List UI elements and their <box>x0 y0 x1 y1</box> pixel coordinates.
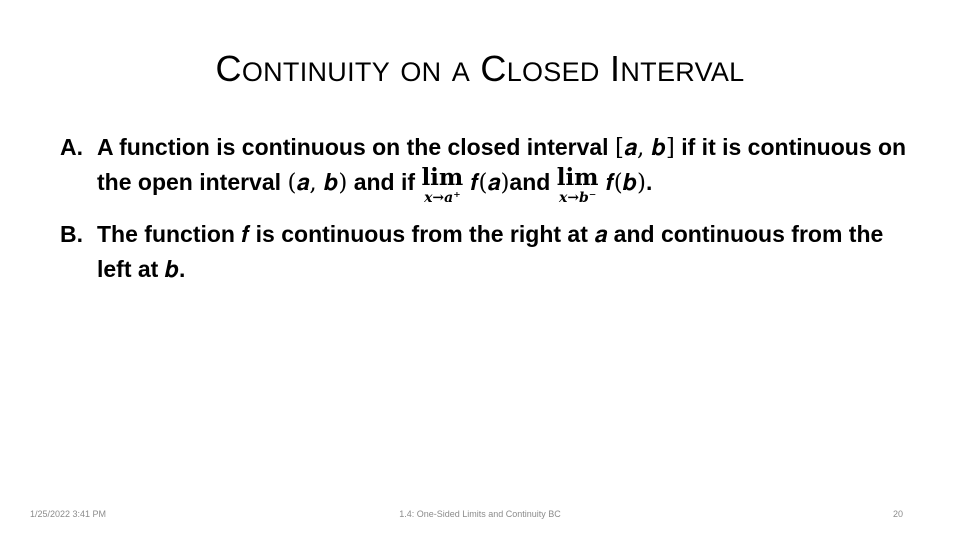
title-part: ON <box>400 57 442 87</box>
math-expression: 𝒇(𝒃) <box>598 170 646 196</box>
title-part: ONTINUITY <box>241 57 391 87</box>
title-part: A <box>451 57 471 87</box>
text-run: and <box>509 169 557 195</box>
limit-word: lim <box>421 164 464 191</box>
list-item <box>60 217 910 287</box>
text-run: A function is continuous on the closed interval <box>97 134 615 160</box>
math-variable: 𝒃 <box>164 257 180 283</box>
text-run: and if <box>347 169 422 195</box>
text-run: is continuous from the right at <box>249 221 595 247</box>
title-part: C <box>215 48 242 89</box>
math-expression: 𝒇(𝒂) <box>463 170 510 196</box>
limit-word: lim <box>556 164 599 191</box>
text-run: . <box>645 169 653 195</box>
math-variable: 𝒂 <box>594 222 608 248</box>
title-part: NTERVAL <box>620 57 745 87</box>
math-variable: 𝒇 <box>241 222 250 248</box>
footer-title: 1.4: One-Sided Limits and Continuity BC <box>399 509 561 519</box>
limit-subscript: 𝒙→𝒂⁺ <box>424 190 461 206</box>
list-marker: A. <box>60 134 83 160</box>
text-run: The function <box>97 221 242 247</box>
limit-expression <box>557 165 599 205</box>
text-run: . <box>179 256 186 282</box>
math-interval: (𝒂, 𝒃) <box>287 170 348 196</box>
title-part: I <box>610 48 621 89</box>
list-item <box>60 130 910 205</box>
page-number: 20 <box>892 509 903 519</box>
slide-body <box>60 130 910 299</box>
title-part: LOSED <box>506 57 600 87</box>
title-part: C <box>480 48 507 89</box>
limit-subscript: 𝒙→𝒃⁻ <box>558 190 597 206</box>
list-item-text <box>97 130 910 205</box>
slide-title <box>0 48 960 93</box>
footer-date: 1/25/2022 3:41 PM <box>30 509 107 519</box>
list-marker: B. <box>60 221 83 247</box>
text-run: if it is continuous on the open interval <box>97 134 907 195</box>
math-interval: [𝒂, 𝒃] <box>614 135 675 161</box>
limit-expression <box>421 165 463 205</box>
text-run: and continuous from the left at <box>97 221 884 282</box>
list-item-text <box>97 217 910 287</box>
